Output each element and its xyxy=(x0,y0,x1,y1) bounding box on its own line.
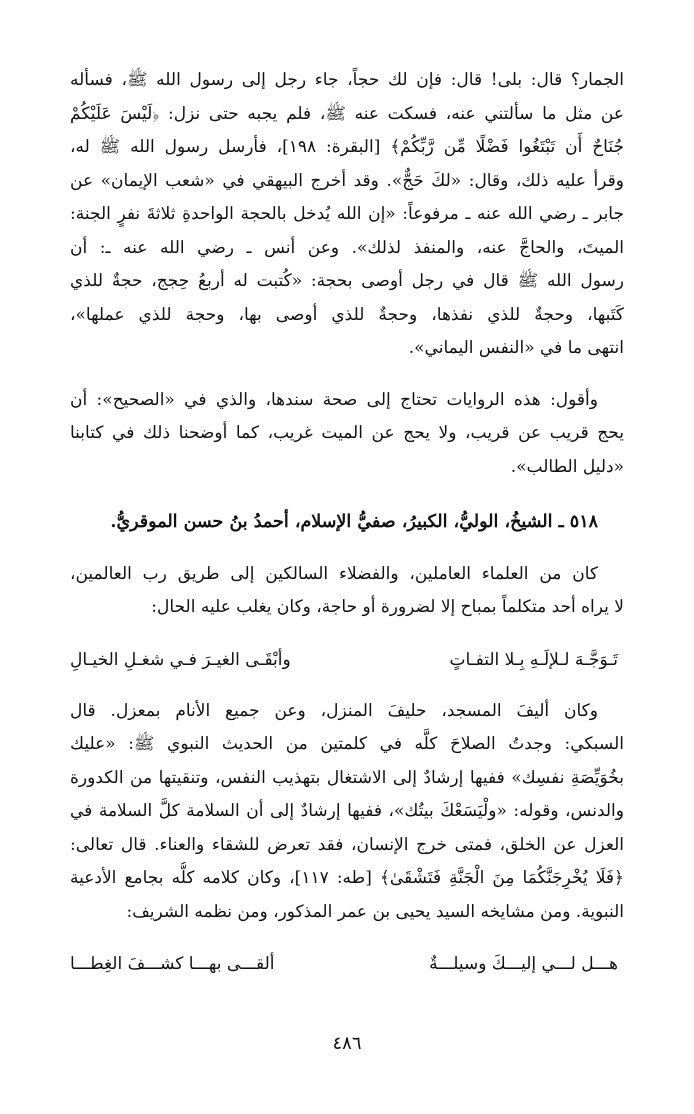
text-line: انتهى ما في «النفس اليماني». xyxy=(408,338,624,358)
page-number: ٤٨٦ xyxy=(332,1033,362,1054)
verse-first-hemistich: تَـوَجَّـهَ لـلإلَـهِ بِـلا التفـاتٍ xyxy=(449,649,618,670)
verse-second-hemistich: ألقـــى بهـــا كشـــفَ الغِطـــا xyxy=(70,954,275,974)
text-line: لا يراه أحد متكلماً بمباح إلا لضرورة أو حاجة، وكان يغلب عليه الحال: xyxy=(151,597,624,617)
text-line: رسول الله ﷺ قال في رجل أوصى بحجة: «كُتبت له أربعُ حِجج، حجةٌ للذي xyxy=(70,271,624,291)
text-line: عن مثل ما سألتني عنه، فسكت عنه ﷺ، فلم يجبه حتى نزل: ﴿لَيْسَ عَلَيْكُمْ xyxy=(70,103,624,124)
text-line: بخُوَيِّصَةِ نفسِك» ففيها إرشادٌ إلى الاشتغال بتهذيب النفس، وتنقيتها من الكدورة xyxy=(70,767,624,788)
text-line: كَتَبها، وحجةٌ للذي نفذها، وحجةٌ للذي أوصى بها، وحجة للذي عملها»، xyxy=(70,304,624,325)
text-line: جابر ـ رضي الله عنه ـ مرفوعاً: «إن الله يُدخل بالحجة الواحدةِ ثلاثةَ نفرٍ الجنة: xyxy=(70,204,624,224)
text-line: «دليل الطالب». xyxy=(510,456,624,477)
verse-first-hemistich: هـــل لـــي إليـــكَ وسيلـــةٌ xyxy=(429,954,618,974)
verse-second-hemistich: وأبْقَـى الغيـرَ فـي شغـلِ الخيـالِ xyxy=(70,649,291,670)
paragraph-author-comment xyxy=(70,384,624,418)
entry-title: ٥١٨ ـ الشيخُ، الوليُّ، الكبيرُ، صفيُّ الإسلام، أحمدُ بنُ حسن الموقريُّ. xyxy=(110,512,598,532)
biography-heading xyxy=(70,506,624,540)
text-line: وكان أليفَ المسجد، حليفَ المنزل، وعن جميع الأنام بمعزل. قال xyxy=(70,700,598,721)
paragraph-biography-intro xyxy=(70,558,624,592)
poem-verse-1 xyxy=(70,643,624,677)
poem-verse-2 xyxy=(70,947,624,981)
paragraph-hajj-narrations xyxy=(70,64,624,366)
text-line: الجمار؟ قال: بلى! قال: فإن لك حجاً، جاء رجل إلى رسول الله ﷺ، فسأله xyxy=(70,70,624,90)
text-line: والدنس، وقوله: «ولْيَسَعْكَ بيتُك»، ففيها إرشادٌ إلى أن السلامة كلَّ السلامة في xyxy=(70,801,624,821)
text-line: جُنَاحٌ أَن تَبْتَغُوا فَضْلًا مِّن رَّبِّكُمْ﴾ [البقرة: ١٩٨]، فأرسل رسول الله ﷺ له، xyxy=(70,137,624,157)
paragraph-author-comment-cont xyxy=(70,417,624,484)
text-line: يحج قريب عن قريب، ولا يحج عن الميت غريب، كما أوضحنا ذلك في كتابنا xyxy=(70,423,624,443)
text-line: الميتَ، والحاجَّ عنه، والمنفذ لذلك». وعن أنس ـ رضي الله عنه ـ: أن xyxy=(70,237,624,258)
text-line: ﴿فَلَا يُخْرِجَنَّكُمَا مِنَ الْجَنَّةِ فَتَشْقَىٰ﴾ [طه: ١١٧]، وكان كلامه كلُّه بجامع الأدعية xyxy=(70,868,624,888)
text-line: كان من العلماء العاملين، والفضلاء السالكين إلى طريق رب العالمين، xyxy=(70,563,598,584)
text-line: العزل عن الخلق، فمتى خرج الإنسان، فقد تعرض للشقاء والعناء. قال تعالى: xyxy=(70,834,624,855)
text-line: وقرأ عليه ذلك، وقال: «لكَ حَجٌّ». وقد أخرج البيهقي في «شعب الإيمان» عن xyxy=(70,170,624,191)
text-line: وأقول: هذه الروايات تحتاج إلى صحة سندها، والذي في «الصحيح»: أن xyxy=(70,389,598,410)
paragraph-biography-intro-cont xyxy=(70,591,624,625)
text-line: السبكي: وجدتُ الصلاحَ كلَّه في كلمتين من الحديث النبوي ﷺ: «عليك xyxy=(70,734,624,754)
text-line: النبوية. ومن مشايخه السيد يحيى بن عمر المذكور، ومن نظمه الشريف: xyxy=(126,901,624,922)
paragraph-biography-body xyxy=(70,695,624,729)
paragraph-biography-body-cont xyxy=(70,728,624,929)
